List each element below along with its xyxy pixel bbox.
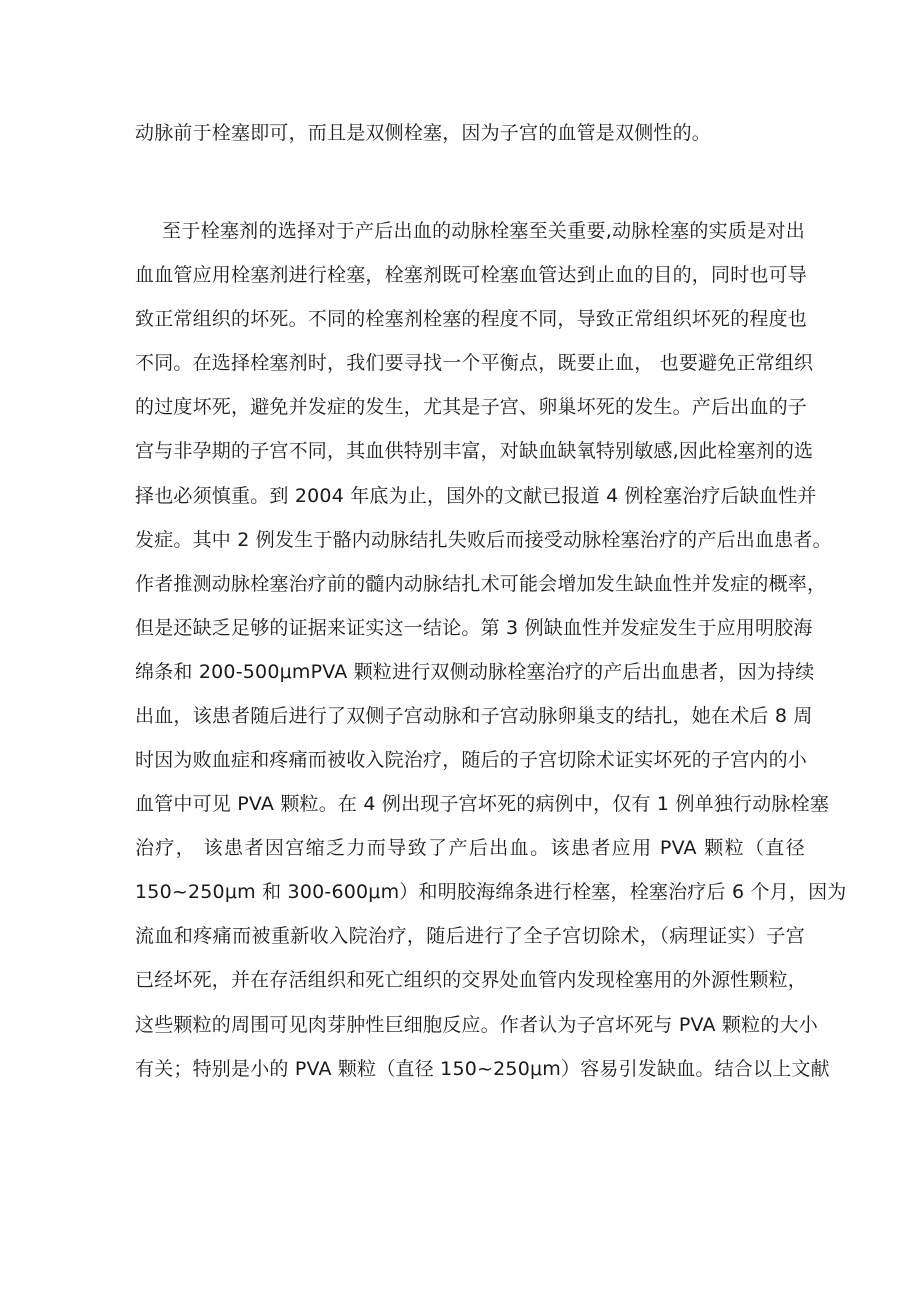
intro-text-line: 动脉前于栓塞即可，而且是双侧栓塞，因为子宫的血管是双侧性的。 (135, 122, 712, 144)
paragraph-line: 有关；特别是小的 PVA 颗粒（直径 150~250μm）容易引发缺血。结合以上文献 (135, 1058, 830, 1080)
paragraph-line: 已经坏死，并在存活组织和死亡组织的交界处血管内发现栓塞用的外源性颗粒， (135, 969, 808, 991)
paragraph-line: 治疗， 该患者因宫缩乏力而导致了产后出血。该患者应用 PVA 颗粒（直径 (135, 837, 805, 859)
paragraph-line: 至于栓塞剂的选择对于产后出血的动脉栓塞至关重要,动脉栓塞的实质是对出 (162, 220, 805, 242)
paragraph-line: 时因为败血症和疼痛而被收入院治疗，随后的子宫切除术证实坏死的子宫内的小 (135, 749, 808, 771)
paragraph-line: 发症。其中 2 例发生于骼内动脉结扎失败后而接受动脉栓塞治疗的产后出血患者。 (135, 529, 832, 551)
paragraph-line: 作者推测动脉栓塞治疗前的髓内动脉结扎术可能会增加发生缺血性并发症的概率， (135, 573, 827, 595)
paragraph-line: 择也必须慎重。到 2004 年底为止，国外的文献已报道 4 例栓塞治疗后缺血性并 (135, 485, 817, 507)
paragraph-line: 流血和疼痛而被重新收入院治疗，随后进行了全子宫切除术，（病理证实）子宫 (135, 925, 805, 947)
paragraph-line: 绵条和 200-500μmPVA 颗粒进行双侧动脉栓塞治疗的产后出血患者，因为持续 (135, 661, 815, 683)
paragraph-line: 但是还缺乏足够的证据来证实这一结论。第 3 例缺血性并发症发生于应用明胶海 (135, 617, 813, 639)
paragraph-line: 致正常组织的坏死。不同的栓塞剂栓塞的程度不同，导致正常组织坏死的程度也 (135, 308, 808, 330)
paragraph-line: 宫与非孕期的子宫不同，其血供特别丰富，对缺血缺氧特别敏感,因此栓塞剂的选 (135, 440, 814, 462)
paragraph-line: 出血，该患者随后进行了双侧子宫动脉和子宫动脉卵巢支的结扎，她在术后 8 周 (135, 705, 813, 727)
paragraph-line: 血血管应用栓塞剂进行栓塞，栓塞剂既可栓塞血管达到止血的目的，同时也可导 (135, 264, 808, 286)
paragraph-line: 血管中可见 PVA 颗粒。在 4 例出现子宫坏死的病例中，仅有 1 例单独行动脉栓塞 (135, 793, 830, 815)
paragraph-line: 不同。在选择栓塞剂时，我们要寻找一个平衡点，既要止血， 也要避免正常组织 (135, 352, 814, 374)
paragraph-line: 150~250μm 和 300-600μm）和明胶海绵条进行栓塞，栓塞治疗后 6 个月，因为 (135, 881, 847, 903)
paragraph-line: 的过度坏死，避免并发症的发生，尤其是子宫、卵巢坏死的发生。产后出血的子 (135, 396, 808, 418)
paragraph-line: 这些颗粒的周围可见肉芽肿性巨细胞反应。作者认为子宫坏死与 PVA 颗粒的大小 (135, 1014, 818, 1036)
